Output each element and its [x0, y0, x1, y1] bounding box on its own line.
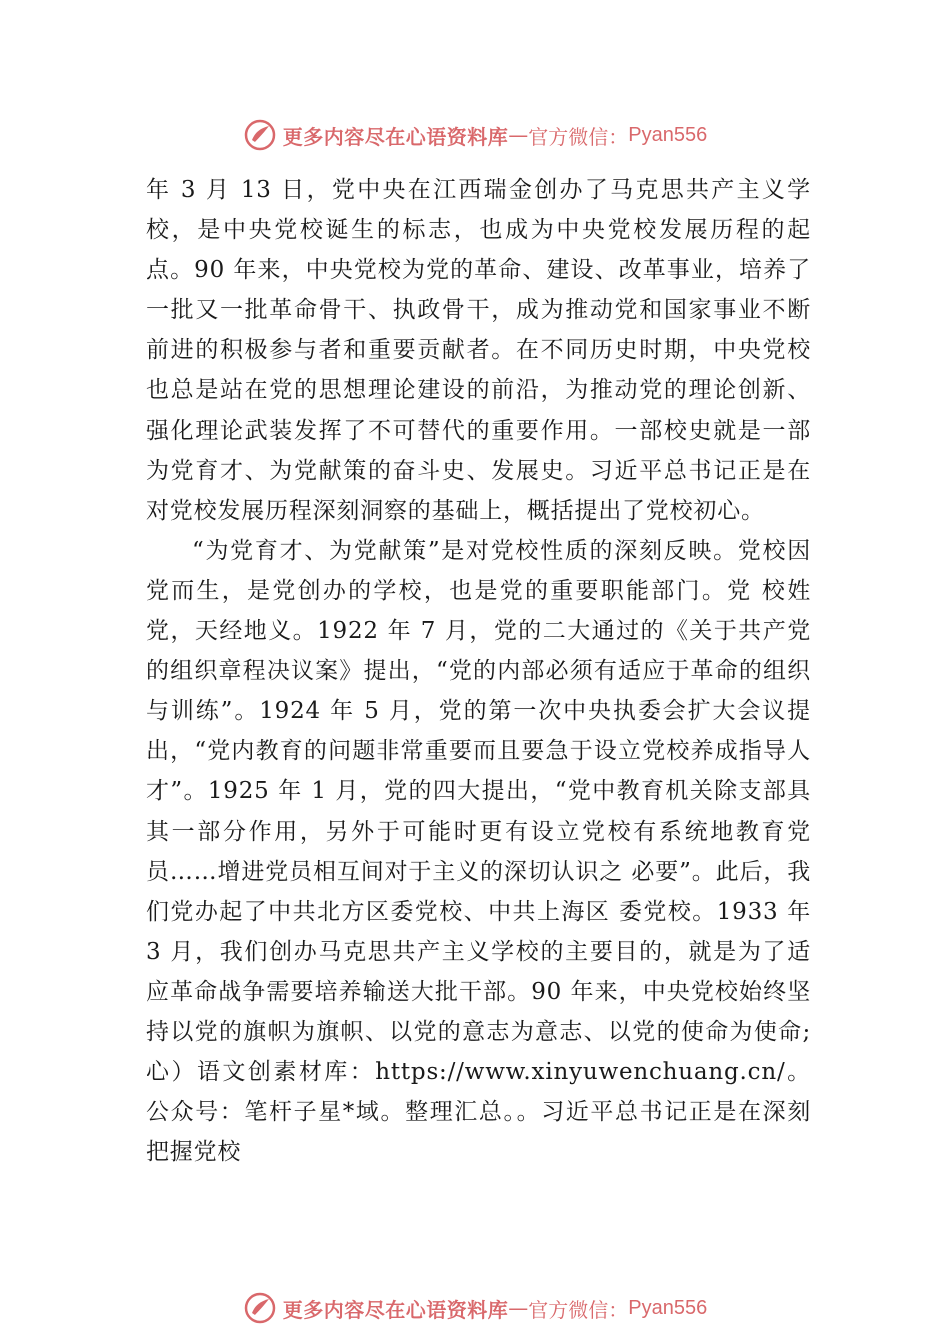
banner-separator: —	[508, 123, 529, 147]
banner-separator: —	[508, 1296, 529, 1320]
banner-brand-text: 更多内容尽在心语资料库	[282, 1297, 509, 1322]
banner-contact-label: 官方微信：	[528, 124, 629, 149]
header-banner	[0, 115, 950, 155]
paragraph-2: “为党育才、为党献策”是对党校性质的深刻反映。党校因党而生，是党创办的学校，也是党的重要职能部门。党 校姓党，天经地义。1922 年 7 月，党的二大通过的《关于共产党的组织章程决议案》提出，“党的内部必须有适应于革命的组织与训练”。1924 年 5 月，党的第一次中央执委会扩大会议提出，“党内教育的问题非常重要而且要急于设立党校养成指导人才”。1925 年 1 月，党的四大提出，“党中教育机关除支部具其一部分作用，另外于可能时更有设立党校有系统地教育党员……增进党员相互间对于主义的深切认识之 必要”。此后，我们党办起了中共北方区委党校、中共上海区 委党校。1933 年 3 月，我们创办马克思共产主义学校的主要目的，就是为了适应革命战争需要培养输送大批干部。90 年来，中央党校始终坚持以党的旗帜为旗帜、以党的意志为意志、以党的使命为使命;心）语文创素材库：https://www.xinyuwenchuang.cn/。公众号：笔杆子星*域。整理汇总。。习近平总书记正是在深刻把握党校	[146, 537, 811, 1166]
banner-contact-label: 官方微信：	[528, 1297, 629, 1322]
banner-wechat-id: Pyan556	[628, 1296, 708, 1319]
brand-logo-icon	[243, 1291, 277, 1325]
document-body	[146, 170, 811, 1172]
banner-wechat-id: Pyan556	[628, 123, 708, 146]
footer-banner	[0, 1288, 950, 1328]
paragraph-1: 年 3 月 13 日，党中央在江西瑞金创办了马克思共产主义学校，是中央党校诞生的标志，也成为中央党校发展历程的起点。90 年来，中央党校为党的革命、建设、改革事业，培养了一批又一批革命骨干、执政骨干，成为推动党和国家事业不断前进的积极参与者和重要贡献者。在不同历史时期，中央党校也总是站在党的思想理论建设的前沿，为推动党的理论创新、强化理论武装发挥了不可替代的重要作用。一部校史就是一部为党育才、为党献策的奋斗史、发展史。习近平总书记正是在对党校发展历程深刻洞察的基础上，概括提出了党校初心。	[146, 177, 811, 524]
brand-logo-icon	[243, 118, 277, 152]
banner-brand-text: 更多内容尽在心语资料库	[282, 124, 509, 149]
